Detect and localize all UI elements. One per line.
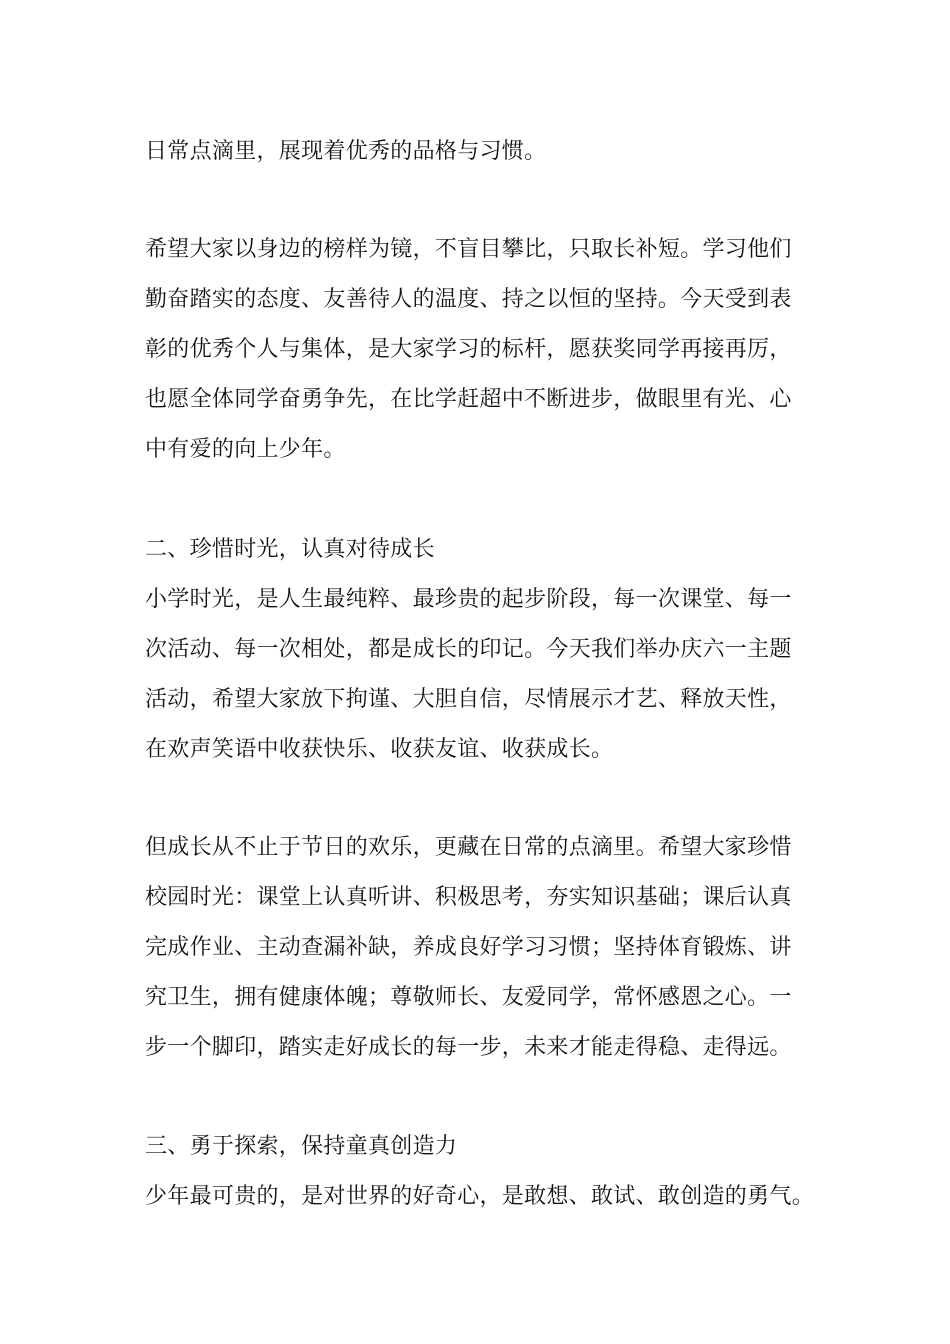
paragraph-line: 校园时光：课堂上认真听讲、积极思考，夯实知识基础；课后认真: [145, 885, 792, 910]
paragraph-line: 少年最可贵的，是对世界的好奇心，是敢想、敢试、敢创造的勇气。: [145, 1184, 815, 1209]
paragraph-line: 中有爱的向上少年。: [145, 437, 346, 462]
paragraph-line: 但成长从不止于节日的欢乐，更藏在日常的点滴里。希望大家珍惜: [145, 835, 792, 860]
paragraph-line: 勤奋踏实的态度、友善待人的温度、持之以恒的坚持。今天受到表: [145, 287, 792, 312]
paragraph-line: 希望大家以身边的榜样为镜，不盲目攀比，只取长补短。学习他们: [145, 237, 792, 262]
paragraph-line: 次活动、每一次相处，都是成长的印记。今天我们举办庆六一主题: [145, 637, 792, 662]
paragraph-line: 彰的优秀个人与集体，是大家学习的标杆，愿获奖同学再接再厉，: [145, 337, 792, 362]
section-heading: 三、勇于探索，保持童真创造力: [145, 1134, 458, 1159]
paragraph-line: 也愿全体同学奋勇争先，在比学赶超中不断进步，做眼里有光、心: [145, 387, 792, 412]
paragraph-line: 究卫生，拥有健康体魄；尊敬师长、友爱同学，常怀感恩之心。一: [145, 985, 792, 1010]
paragraph-line: 小学时光，是人生最纯粹、最珍贵的起步阶段，每一次课堂、每一: [145, 587, 792, 612]
paragraph-line: 在欢声笑语中收获快乐、收获友谊、收获成长。: [145, 737, 614, 762]
paragraph-line: 活动，希望大家放下拘谨、大胆自信，尽情展示才艺、释放天性，: [145, 687, 792, 712]
section-heading: 二、珍惜时光，认真对待成长: [145, 537, 435, 562]
paragraph-line: 完成作业、主动查漏补缺，养成良好学习习惯；坚持体育锻炼、讲: [145, 935, 792, 960]
paragraph-line: 步一个脚印，踏实走好成长的每一步，未来才能走得稳、走得远。: [145, 1035, 792, 1060]
paragraph-line: 日常点滴里，展现着优秀的品格与习惯。: [145, 139, 547, 164]
